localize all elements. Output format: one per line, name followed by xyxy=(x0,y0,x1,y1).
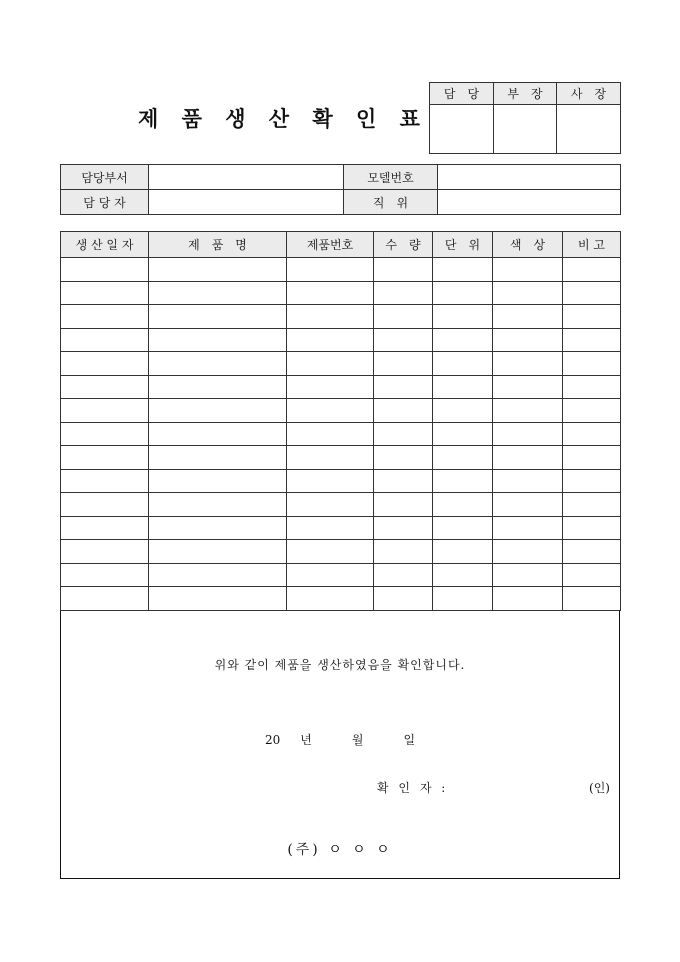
table-cell[interactable] xyxy=(433,328,493,352)
table-cell[interactable] xyxy=(563,540,621,564)
table-cell[interactable] xyxy=(433,399,493,423)
model-number-label: 모델번호 xyxy=(344,165,438,190)
table-cell[interactable] xyxy=(287,587,374,611)
table-cell[interactable] xyxy=(493,540,563,564)
approval-sign-president[interactable] xyxy=(557,105,621,154)
table-cell[interactable] xyxy=(493,352,563,376)
table-cell[interactable] xyxy=(433,540,493,564)
date-day-unit: 일 xyxy=(403,733,416,747)
table-cell[interactable] xyxy=(374,563,433,587)
person-in-charge-field[interactable] xyxy=(149,190,344,215)
table-cell[interactable] xyxy=(433,563,493,587)
table-row xyxy=(61,258,621,282)
department-field[interactable] xyxy=(149,165,344,190)
table-cell[interactable] xyxy=(493,281,563,305)
table-cell[interactable] xyxy=(149,563,287,587)
table-row xyxy=(61,328,621,352)
table-cell[interactable] xyxy=(374,258,433,282)
table-cell[interactable] xyxy=(493,563,563,587)
col-quantity: 수 량 xyxy=(374,232,433,258)
table-cell[interactable] xyxy=(374,516,433,540)
table-cell[interactable] xyxy=(433,375,493,399)
table-cell[interactable] xyxy=(287,563,374,587)
table-cell[interactable] xyxy=(374,328,433,352)
table-cell[interactable] xyxy=(149,469,287,493)
table-cell[interactable] xyxy=(563,422,621,446)
table-cell[interactable] xyxy=(493,587,563,611)
confirmation-box xyxy=(60,611,620,879)
table-cell[interactable] xyxy=(149,446,287,470)
position-label: 직 위 xyxy=(344,190,438,215)
table-cell[interactable] xyxy=(287,305,374,329)
table-cell[interactable] xyxy=(149,328,287,352)
table-cell[interactable] xyxy=(149,540,287,564)
table-cell[interactable] xyxy=(374,540,433,564)
seal-mark: (인) xyxy=(589,781,610,795)
table-row xyxy=(61,516,621,540)
table-cell[interactable] xyxy=(287,422,374,446)
table-row xyxy=(61,587,621,611)
table-cell[interactable] xyxy=(149,258,287,282)
table-cell[interactable] xyxy=(61,516,149,540)
table-cell[interactable] xyxy=(61,352,149,376)
table-cell[interactable] xyxy=(493,446,563,470)
position-field[interactable] xyxy=(438,190,621,215)
table-cell[interactable] xyxy=(287,375,374,399)
table-cell[interactable] xyxy=(61,399,149,423)
confirmation-statement: 위와 같이 제품을 생산하였음을 확인합니다. xyxy=(214,658,466,672)
table-cell[interactable] xyxy=(493,258,563,282)
table-cell[interactable] xyxy=(287,446,374,470)
table-cell[interactable] xyxy=(287,516,374,540)
table-cell[interactable] xyxy=(61,422,149,446)
table-cell[interactable] xyxy=(61,540,149,564)
table-cell[interactable] xyxy=(433,281,493,305)
table-row xyxy=(61,281,621,305)
table-cell[interactable] xyxy=(493,375,563,399)
table-cell[interactable] xyxy=(374,399,433,423)
person-in-charge-label: 담 당 자 xyxy=(61,190,149,215)
table-cell[interactable] xyxy=(493,328,563,352)
date-month-unit: 월 xyxy=(351,733,364,747)
table-cell[interactable] xyxy=(149,516,287,540)
table-cell[interactable] xyxy=(287,352,374,376)
table-cell[interactable] xyxy=(374,281,433,305)
table-cell[interactable] xyxy=(61,493,149,517)
table-cell[interactable] xyxy=(149,305,287,329)
production-table xyxy=(60,231,621,611)
table-row xyxy=(61,469,621,493)
department-label: 담당부서 xyxy=(61,165,149,190)
table-cell[interactable] xyxy=(374,493,433,517)
table-cell[interactable] xyxy=(433,446,493,470)
table-row xyxy=(61,422,621,446)
table-cell[interactable] xyxy=(563,563,621,587)
date-year-unit: 년 xyxy=(300,733,312,747)
table-row xyxy=(61,540,621,564)
table-row xyxy=(61,352,621,376)
table-cell[interactable] xyxy=(374,446,433,470)
col-product-name: 제 품 명 xyxy=(149,232,287,258)
table-cell[interactable] xyxy=(433,422,493,446)
table-cell[interactable] xyxy=(374,587,433,611)
table-cell[interactable] xyxy=(563,469,621,493)
table-row xyxy=(61,446,621,470)
date-year[interactable]: 20 xyxy=(264,733,281,747)
col-production-date: 생 산 일 자 xyxy=(61,232,149,258)
form-title: 제 품 생 산 확 인 표 xyxy=(138,106,428,131)
table-cell[interactable] xyxy=(287,258,374,282)
table-cell[interactable] xyxy=(374,422,433,446)
table-cell[interactable] xyxy=(149,399,287,423)
approval-header-manager: 담 당 xyxy=(430,83,494,105)
table-row xyxy=(61,563,621,587)
table-cell[interactable] xyxy=(374,305,433,329)
date-line xyxy=(61,731,619,748)
table-cell[interactable] xyxy=(61,446,149,470)
table-cell[interactable] xyxy=(374,352,433,376)
table-cell[interactable] xyxy=(61,563,149,587)
col-product-number: 제품번호 xyxy=(287,232,374,258)
table-cell[interactable] xyxy=(563,281,621,305)
table-cell[interactable] xyxy=(493,422,563,446)
table-cell[interactable] xyxy=(149,587,287,611)
table-cell[interactable] xyxy=(493,493,563,517)
table-cell[interactable] xyxy=(61,281,149,305)
table-cell[interactable] xyxy=(493,399,563,423)
approval-sign-director[interactable] xyxy=(494,105,557,154)
confirmer-label: 확 인 자 : xyxy=(377,781,449,795)
company-name: (주) ㅇ ㅇ ㅇ xyxy=(287,842,393,858)
table-cell[interactable] xyxy=(149,422,287,446)
approval-header-director: 부 장 xyxy=(494,83,557,105)
approval-box xyxy=(429,82,621,154)
table-cell[interactable] xyxy=(287,540,374,564)
table-row xyxy=(61,399,621,423)
table-cell[interactable] xyxy=(563,305,621,329)
table-cell[interactable] xyxy=(563,375,621,399)
table-cell[interactable] xyxy=(149,493,287,517)
table-cell[interactable] xyxy=(433,352,493,376)
col-unit: 단 위 xyxy=(433,232,493,258)
table-cell[interactable] xyxy=(287,328,374,352)
table-cell[interactable] xyxy=(374,469,433,493)
table-cell[interactable] xyxy=(61,469,149,493)
table-cell[interactable] xyxy=(287,399,374,423)
table-cell[interactable] xyxy=(61,328,149,352)
col-color: 색 상 xyxy=(493,232,563,258)
table-row xyxy=(61,493,621,517)
info-table xyxy=(60,164,621,215)
table-cell[interactable] xyxy=(563,352,621,376)
table-cell[interactable] xyxy=(433,258,493,282)
table-cell[interactable] xyxy=(493,516,563,540)
table-cell[interactable] xyxy=(563,399,621,423)
table-cell[interactable] xyxy=(433,516,493,540)
table-row xyxy=(61,305,621,329)
table-cell[interactable] xyxy=(563,328,621,352)
table-cell[interactable] xyxy=(433,587,493,611)
table-cell[interactable] xyxy=(61,587,149,611)
table-cell[interactable] xyxy=(61,375,149,399)
table-cell[interactable] xyxy=(433,493,493,517)
table-cell[interactable] xyxy=(433,305,493,329)
table-cell[interactable] xyxy=(149,352,287,376)
table-cell[interactable] xyxy=(563,446,621,470)
table-cell[interactable] xyxy=(287,281,374,305)
approval-sign-manager[interactable] xyxy=(430,105,494,154)
table-cell[interactable] xyxy=(61,305,149,329)
table-cell[interactable] xyxy=(563,587,621,611)
approval-header-president: 사 장 xyxy=(557,83,621,105)
table-cell[interactable] xyxy=(433,469,493,493)
col-remarks: 비 고 xyxy=(563,232,621,258)
table-cell[interactable] xyxy=(287,493,374,517)
table-cell[interactable] xyxy=(149,375,287,399)
table-cell[interactable] xyxy=(61,258,149,282)
table-cell[interactable] xyxy=(149,281,287,305)
table-cell[interactable] xyxy=(287,469,374,493)
table-cell[interactable] xyxy=(563,258,621,282)
table-cell[interactable] xyxy=(563,516,621,540)
table-cell[interactable] xyxy=(374,375,433,399)
table-cell[interactable] xyxy=(493,469,563,493)
model-number-field[interactable] xyxy=(438,165,621,190)
table-cell[interactable] xyxy=(563,493,621,517)
table-cell[interactable] xyxy=(493,305,563,329)
table-row xyxy=(61,375,621,399)
